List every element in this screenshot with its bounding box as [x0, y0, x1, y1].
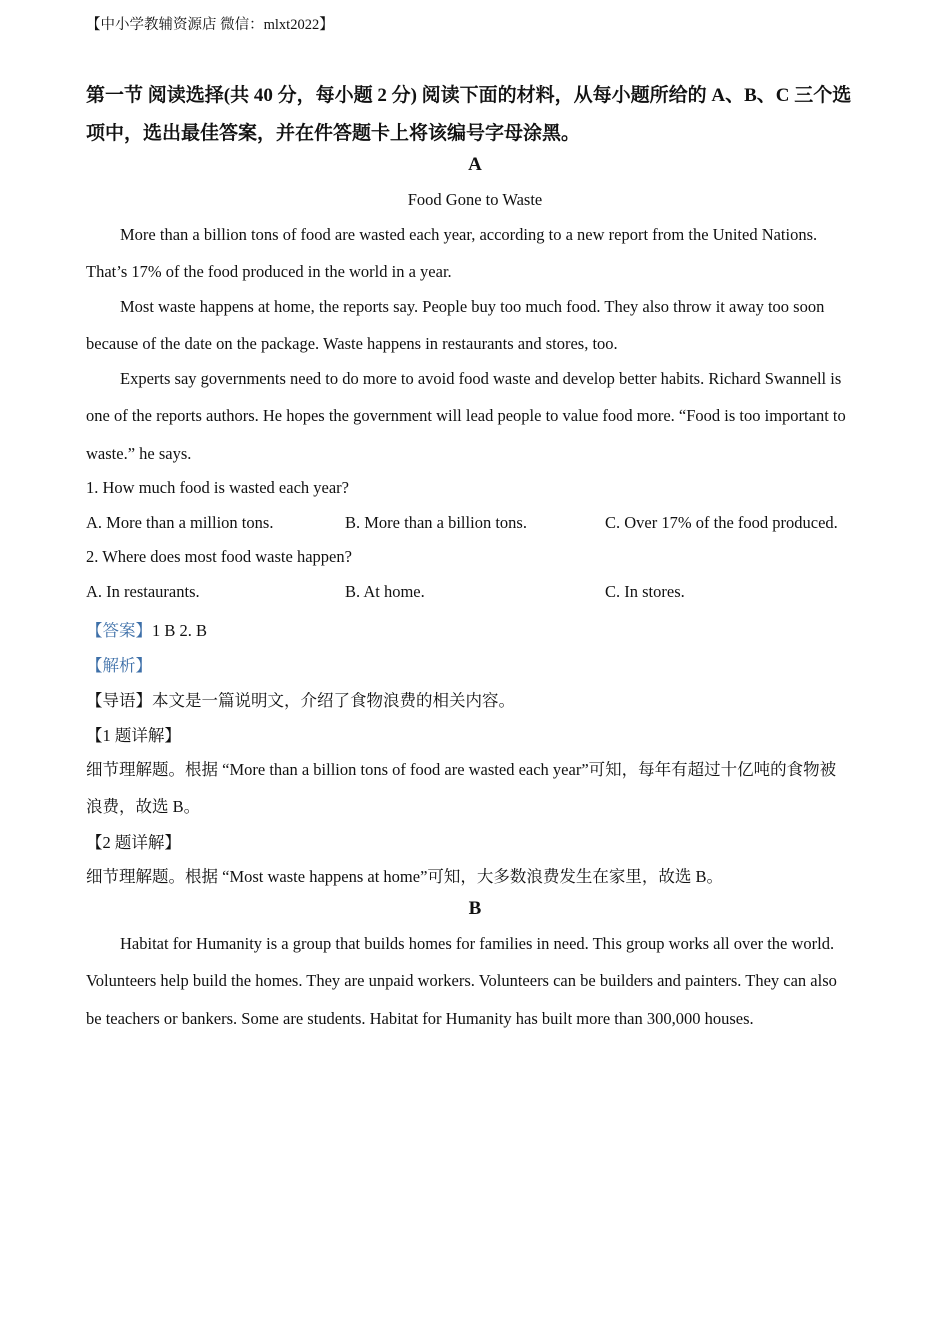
question-2-option-b: B. At home.: [345, 582, 425, 601]
answer-text: 1 B 2. B: [152, 621, 208, 640]
section-instruction-line-2: 项中，选出最佳答案，并在件答题卡上将该编号字母涂黑。: [86, 123, 581, 144]
analysis-intro: 【导语】本文是一篇说明文，介绍了食物浪费的相关内容。: [86, 691, 515, 710]
analysis-label: 【解析】: [86, 656, 152, 675]
answer-label: 【答案】: [86, 621, 152, 640]
passage-a-line: one of the reports authors. He hopes the government will lead people to value food more. “Food is too important to: [86, 406, 846, 425]
passage-a-line: More than a billion tons of food are wasted each year, according to a new report from the United Nations.: [120, 225, 818, 244]
q1-detail-line-2: 浪费，故选 B。: [86, 797, 201, 816]
question-1-option-c: C. Over 17% of the food produced.: [605, 513, 838, 532]
q2-detail-line-1: 细节理解题。根据 “Most waste happens at home”可知，大多数浪费发生在家里，故选 B。: [86, 867, 724, 886]
passage-a-title: Food Gone to Waste: [407, 190, 543, 209]
q1-detail-title: 【1 题详解】: [86, 726, 181, 745]
question-1-stem: 1. How much food is wasted each year?: [86, 478, 349, 497]
question-2-option-a: A. In restaurants.: [86, 582, 200, 601]
passage-a-label: A: [468, 154, 482, 175]
question-1-option-b: B. More than a billion tons.: [345, 513, 527, 532]
section-instruction-line-1: 第一节 阅读选择(共 40 分，每小题 2 分) 阅读下面的材料，从每小题所给的 A、B、C 三个选: [86, 85, 852, 106]
question-2-option-c: C. In stores.: [605, 582, 685, 601]
passage-a-line: waste.” he says.: [86, 444, 192, 463]
passage-b-line: Volunteers help build the homes. They are unpaid workers. Volunteers can be builders and painters. They can also: [86, 971, 837, 990]
passage-b-line: be teachers or bankers. Some are students. Habitat for Humanity has built more than 300,000 houses.: [86, 1009, 754, 1028]
passage-b-line: Habitat for Humanity is a group that builds homes for families in need. This group works all over the world.: [120, 934, 835, 953]
q2-detail-title: 【2 题详解】: [86, 833, 181, 852]
header-watermark: 【中小学教辅资源店 微信：mlxt2022】: [86, 17, 334, 33]
passage-a-line: Experts say governments need to do more to avoid food waste and develop better habits. Richard Swannell is: [120, 369, 842, 388]
passage-a-line: because of the date on the package. Waste happens in restaurants and stores, too.: [86, 334, 618, 353]
passage-a-line: That’s 17% of the food produced in the world in a year.: [86, 262, 452, 281]
passage-a-line: Most waste happens at home, the reports say. People buy too much food. They also throw it away too soon: [120, 297, 825, 316]
question-1-option-a: A. More than a million tons.: [86, 513, 274, 532]
passage-b-label: B: [468, 898, 482, 919]
answer-row: [86, 617, 866, 641]
q1-detail-line-1: 细节理解题。根据 “More than a billion tons of food are wasted each year”可知，每年有超过十亿吨的食物被: [86, 760, 837, 779]
question-2-stem: 2. Where does most food waste happen?: [86, 547, 352, 566]
